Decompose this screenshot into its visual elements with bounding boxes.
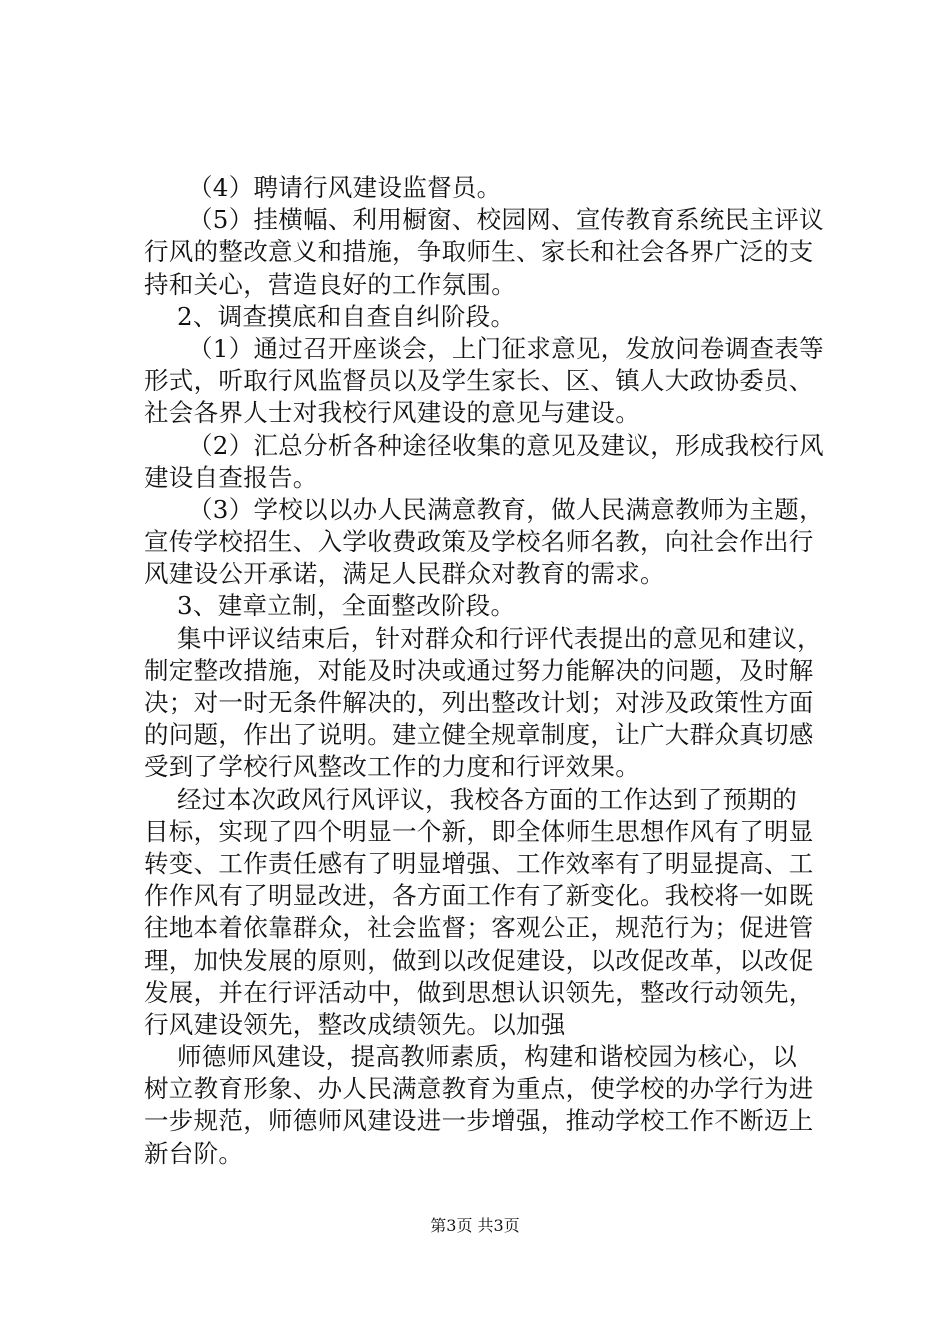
text-line: （3）学校以以办人民满意教育，做人民满意教师为主题， xyxy=(188,494,824,524)
text-line: 受到了学校行风整改工作的力度和行评效果。 xyxy=(144,752,640,782)
text-line: 师德师风建设，提高教师素质，构建和谐校园为核心，以 xyxy=(177,1042,797,1072)
text-line: 经过本次政风行风评议，我校各方面的工作达到了预期的 xyxy=(177,784,797,814)
text-line: 树立教育形象、办人民满意教育为重点，使学校的办学行为进 xyxy=(144,1074,814,1104)
page-number-label: 第3页 共3页 xyxy=(430,1216,520,1235)
text-line: 持和关心，营造良好的工作氛围。 xyxy=(144,269,516,299)
text-line: 3、建章立制，全面整改阶段。 xyxy=(177,591,516,621)
page-footer xyxy=(0,1215,950,1237)
text-line: （1）通过召开座谈会，上门征求意见，发放问卷调查表等 xyxy=(188,333,824,363)
text-line: 2、调查摸底和自查自纠阶段。 xyxy=(177,301,516,331)
text-line: 制定整改措施，对能及时决或通过努力能解决的问题，及时解 xyxy=(144,655,814,685)
text-line: 往地本着依靠群众，社会监督；客观公正，规范行为；促进管 xyxy=(144,913,814,943)
text-line: 的问题，作出了说明。建立健全规章制度，让广大群众真切感 xyxy=(144,720,814,750)
text-line: 目标，实现了四个明显一个新，即全体师生思想作风有了明显 xyxy=(144,816,814,846)
text-line: 理，加快发展的原则，做到以改促建设，以改促改革，以改促 xyxy=(144,945,814,975)
text-line: 集中评议结束后，针对群众和行评代表提出的意见和建议， xyxy=(177,623,822,653)
text-line: 新台阶。 xyxy=(144,1138,244,1168)
text-line: 转变、工作责任感有了明显增强、工作效率有了明显提高、工 xyxy=(144,848,814,878)
text-line: 建设自查报告。 xyxy=(144,462,318,492)
document-body xyxy=(144,172,834,1170)
text-line: 作作风有了明显改进，各方面工作有了新变化。我校将一如既 xyxy=(144,881,814,911)
text-line: 一步规范，师德师风建设进一步增强，推动学校工作不断迈上 xyxy=(144,1106,814,1136)
text-line: 发展，并在行评活动中，做到思想认识领先，整改行动领先， xyxy=(144,977,814,1007)
text-line: （4）聘请行风建设监督员。 xyxy=(188,173,502,202)
text-line: 行风的整改意义和措施，争取师生、家长和社会各界广泛的支 xyxy=(144,237,814,267)
text-line: 决；对一时无条件解决的，列出整改计划；对涉及政策性方面 xyxy=(144,688,814,717)
text-line: 行风建设领先，整改成绩领先。以加强 xyxy=(144,1009,566,1039)
text-line: 宣传学校招生、入学收费政策及学校名师名教，向社会作出行 xyxy=(144,527,814,557)
text-line: 形式，听取行风监督员以及学生家长、区、镇人大政协委员、 xyxy=(144,366,814,396)
text-line: 社会各界人士对我校行风建设的意见与建设。 xyxy=(144,398,640,428)
text-line: （2）汇总分析各种途径收集的意见及建议，形成我校行风 xyxy=(188,430,824,460)
text-line: 风建设公开承诺，满足人民群众对教育的需求。 xyxy=(144,559,665,589)
text-line: （5）挂横幅、利用橱窗、校园网、宣传教育系统民主评议 xyxy=(188,205,824,235)
